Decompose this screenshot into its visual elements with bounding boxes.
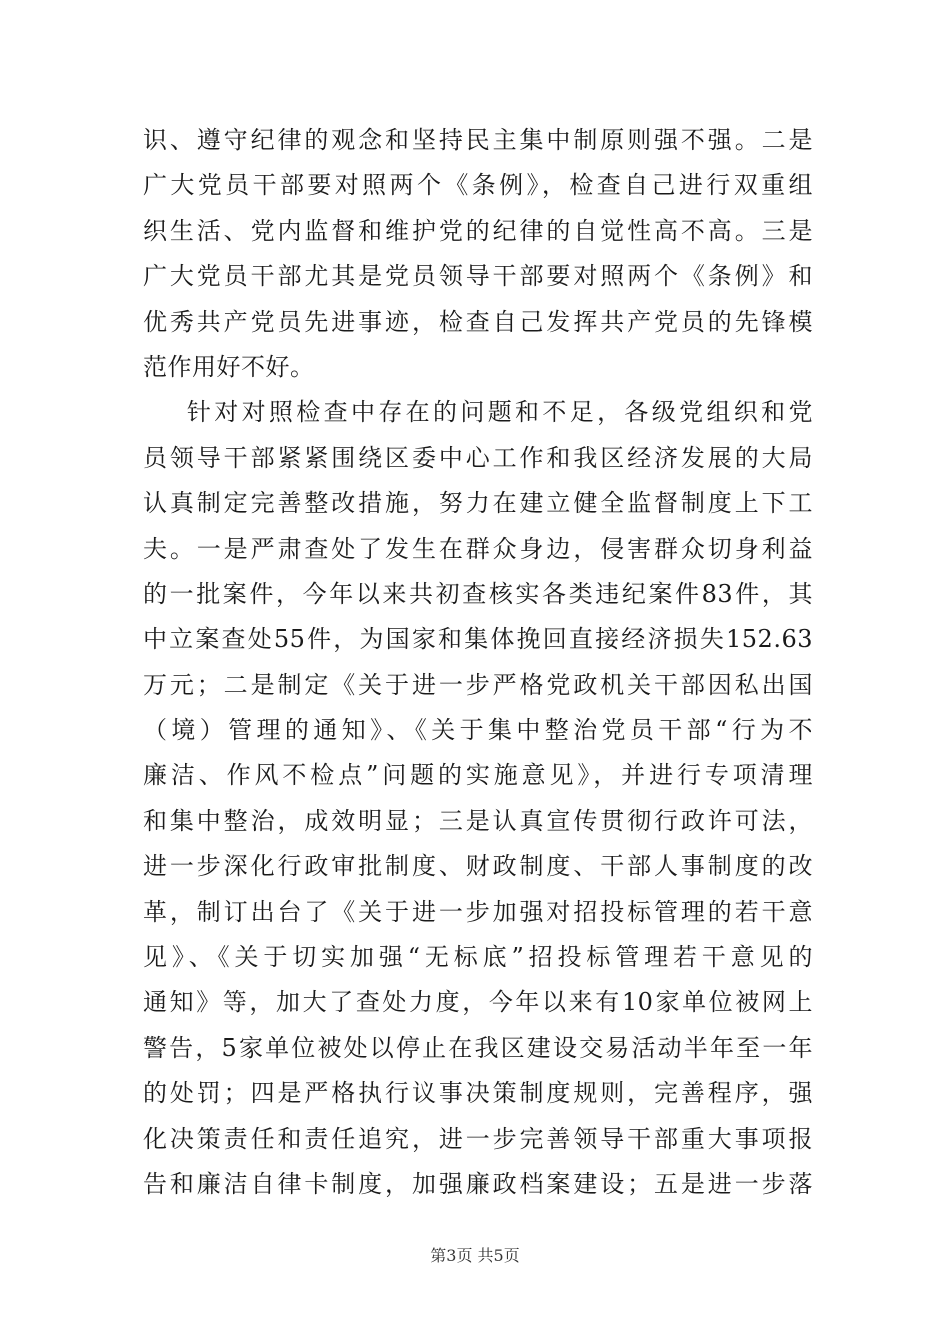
text-line: 广大党员干部尤其是党员领导干部要对照两个《条例》和 [143,262,813,291]
page-footer: 第3页 共5页 [430,1246,520,1265]
text-line: 警告，5家单位被处以停止在我区建设交易活动半年至一年 [143,1033,813,1062]
text-line: 见》、《关于切实加强“无标底”招投标管理若干意见的 [143,943,813,972]
text-line: 万元；二是制定《关于进一步严格党政机关干部因私出国 [143,670,813,699]
text-line: 廉洁、作风不检点”问题的实施意见》，并进行专项清理 [143,761,813,790]
text-line: 范作用好不好。 [143,352,315,381]
text-line: 的一批案件，今年以来共初查核实各类违纪案件83件，其 [143,579,813,608]
text-line: 夫。一是严肃查处了发生在群众身边，侵害群众切身利益 [143,534,813,563]
text-line: （境）管理的通知》、《关于集中整治党员干部“行为不 [143,716,813,745]
text-line: 认真制定完善整改措施，努力在建立健全监督制度上下工 [143,489,813,518]
text-line: 中立案查处55件，为国家和集体挽回直接经济损失152.63 [143,625,813,654]
text-line: 告和廉洁自律卡制度，加强廉政档案建设；五是进一步落 [143,1169,813,1198]
text-line: 革，制订出台了《关于进一步加强对招投标管理的若干意 [143,897,813,926]
text-line: 通知》等，加大了查处力度，今年以来有10家单位被网上 [143,988,813,1017]
text-line: 广大党员干部要对照两个《条例》，检查自己进行双重组 [143,171,813,200]
text-line: 的处罚；四是严格执行议事决策制度规则，完善程序，强 [143,1079,813,1108]
text-line: 织生活、党内监督和维护党的纪律的自觉性高不高。三是 [143,216,813,245]
text-line: 优秀共产党员先进事迹，检查自己发挥共产党员的先锋模 [143,307,813,336]
body-text [143,118,813,1207]
text-line: 针对对照检查中存在的问题和不足，各级党组织和党 [143,398,813,427]
text-line: 和集中整治，成效明显；三是认真宣传贯彻行政许可法， [143,806,813,835]
text-line: 员领导干部紧紧围绕区委中心工作和我区经济发展的大局 [143,443,813,472]
text-line: 进一步深化行政审批制度、财政制度、干部人事制度的改 [143,852,813,881]
text-line: 识、遵守纪律的观念和坚持民主集中制原则强不强。二是 [143,126,813,154]
text-line: 化决策责任和责任追究，进一步完善领导干部重大事项报 [143,1124,813,1153]
